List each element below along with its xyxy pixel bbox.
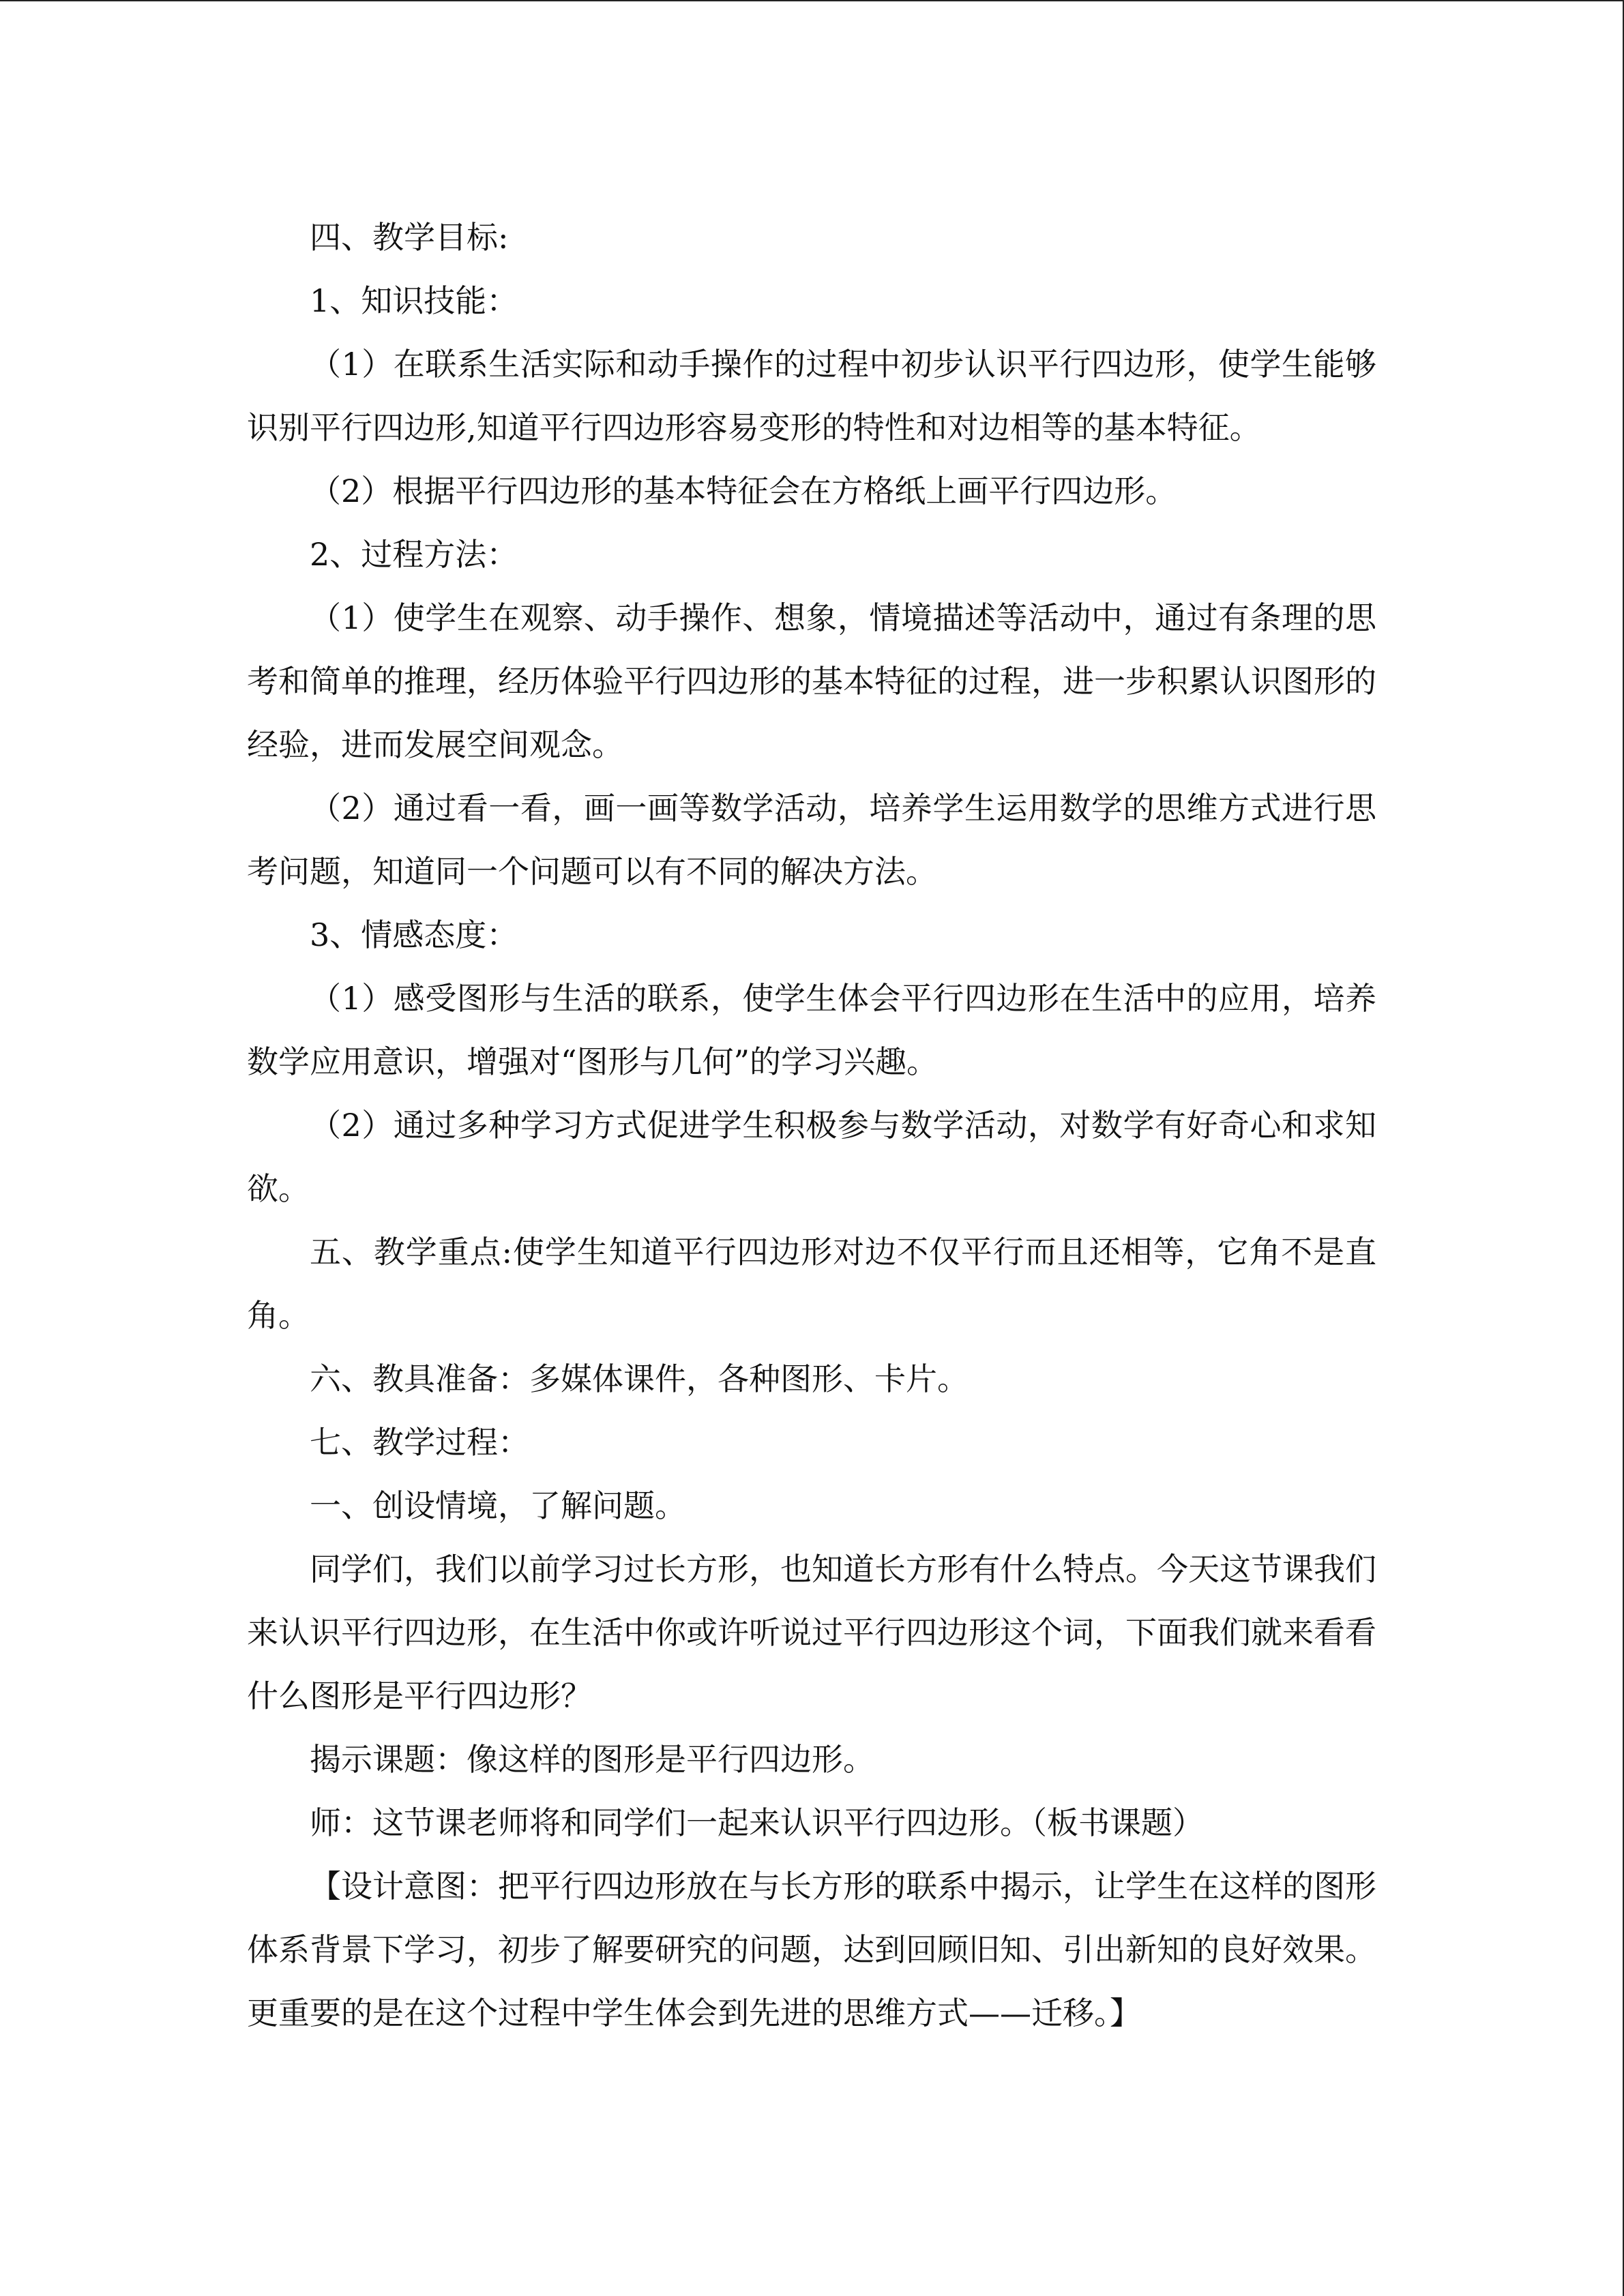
subheading-emotional-attitude: 3、情感态度： bbox=[310, 916, 518, 953]
subheading-create-situation: 一、创设情境，了解问题。 bbox=[310, 1487, 686, 1524]
paragraph-process-1: （1）使学生在观察、动手操作、想象，情境描述等活动中，通过有条理的思考和简单的推理，经历体验平行四边形的基本特征的过程，进一步积累认识图形的经验，进而发展空间观念。 bbox=[247, 599, 1376, 763]
paragraph-knowledge-1: （1）在联系生活实际和动手操作的过程中初步认识平行四边形，使学生能够识别平行四边形,知道平行四边形容易变形的特性和对边相等的基本特征。 bbox=[247, 346, 1376, 446]
paragraph-knowledge-2: （2）根据平行四边形的基本特征会在方格纸上画平行四边形。 bbox=[310, 473, 1177, 509]
document-body bbox=[247, 206, 1376, 2045]
paragraph-emotion-1: （1）感受图形与生活的联系，使学生体会平行四边形在生活中的应用，培养数学应用意识，增强对“图形与几何”的学习兴趣。 bbox=[247, 980, 1376, 1080]
paragraph-teacher-remark: 师：这节课老师将和同学们一起来认识平行四边形。（板书课题） bbox=[310, 1804, 1204, 1841]
paragraph-reveal-topic: 揭示课题：像这样的图形是平行四边形。 bbox=[310, 1741, 874, 1778]
paragraph-introduction: 同学们，我们以前学习过长方形，也知道长方形有什么特点。今天这节课我们来认识平行四边形，在生活中你或许听说过平行四边形这个词，下面我们就来看看什么图形是平行四边形？ bbox=[247, 1551, 1376, 1714]
subheading-knowledge-skills: 1、知识技能： bbox=[310, 282, 518, 319]
subheading-process-methods: 2、过程方法： bbox=[310, 536, 518, 573]
heading-teaching-goals: 四、教学目标: bbox=[310, 219, 509, 256]
paragraph-emotion-2: （2）通过多种学习方式促进学生积极参与数学活动，对数学有好奇心和求知欲。 bbox=[247, 1107, 1376, 1207]
paragraph-process-2: （2）通过看一看，画一画等数学活动，培养学生运用数学的思维方式进行思考问题，知道同一个问题可以有不同的解决方法。 bbox=[247, 790, 1376, 890]
heading-teaching-aids: 六、教具准备：多媒体课件，各种图形、卡片。 bbox=[310, 1360, 969, 1397]
heading-teaching-process: 七、教学过程： bbox=[310, 1424, 529, 1461]
paragraph-design-intent: 【设计意图：把平行四边形放在与长方形的联系中揭示，让学生在这样的图形体系背景下学习，初步了解要研究的问题，达到回顾旧知、引出新知的良好效果。更重要的是在这个过程中学生体会到先进的思维方式——迁移。】 bbox=[247, 1868, 1376, 2031]
heading-teaching-focus: 五、教学重点:使学生知道平行四边形对边不仅平行而且还相等，它角不是直角。 bbox=[247, 1234, 1376, 1334]
